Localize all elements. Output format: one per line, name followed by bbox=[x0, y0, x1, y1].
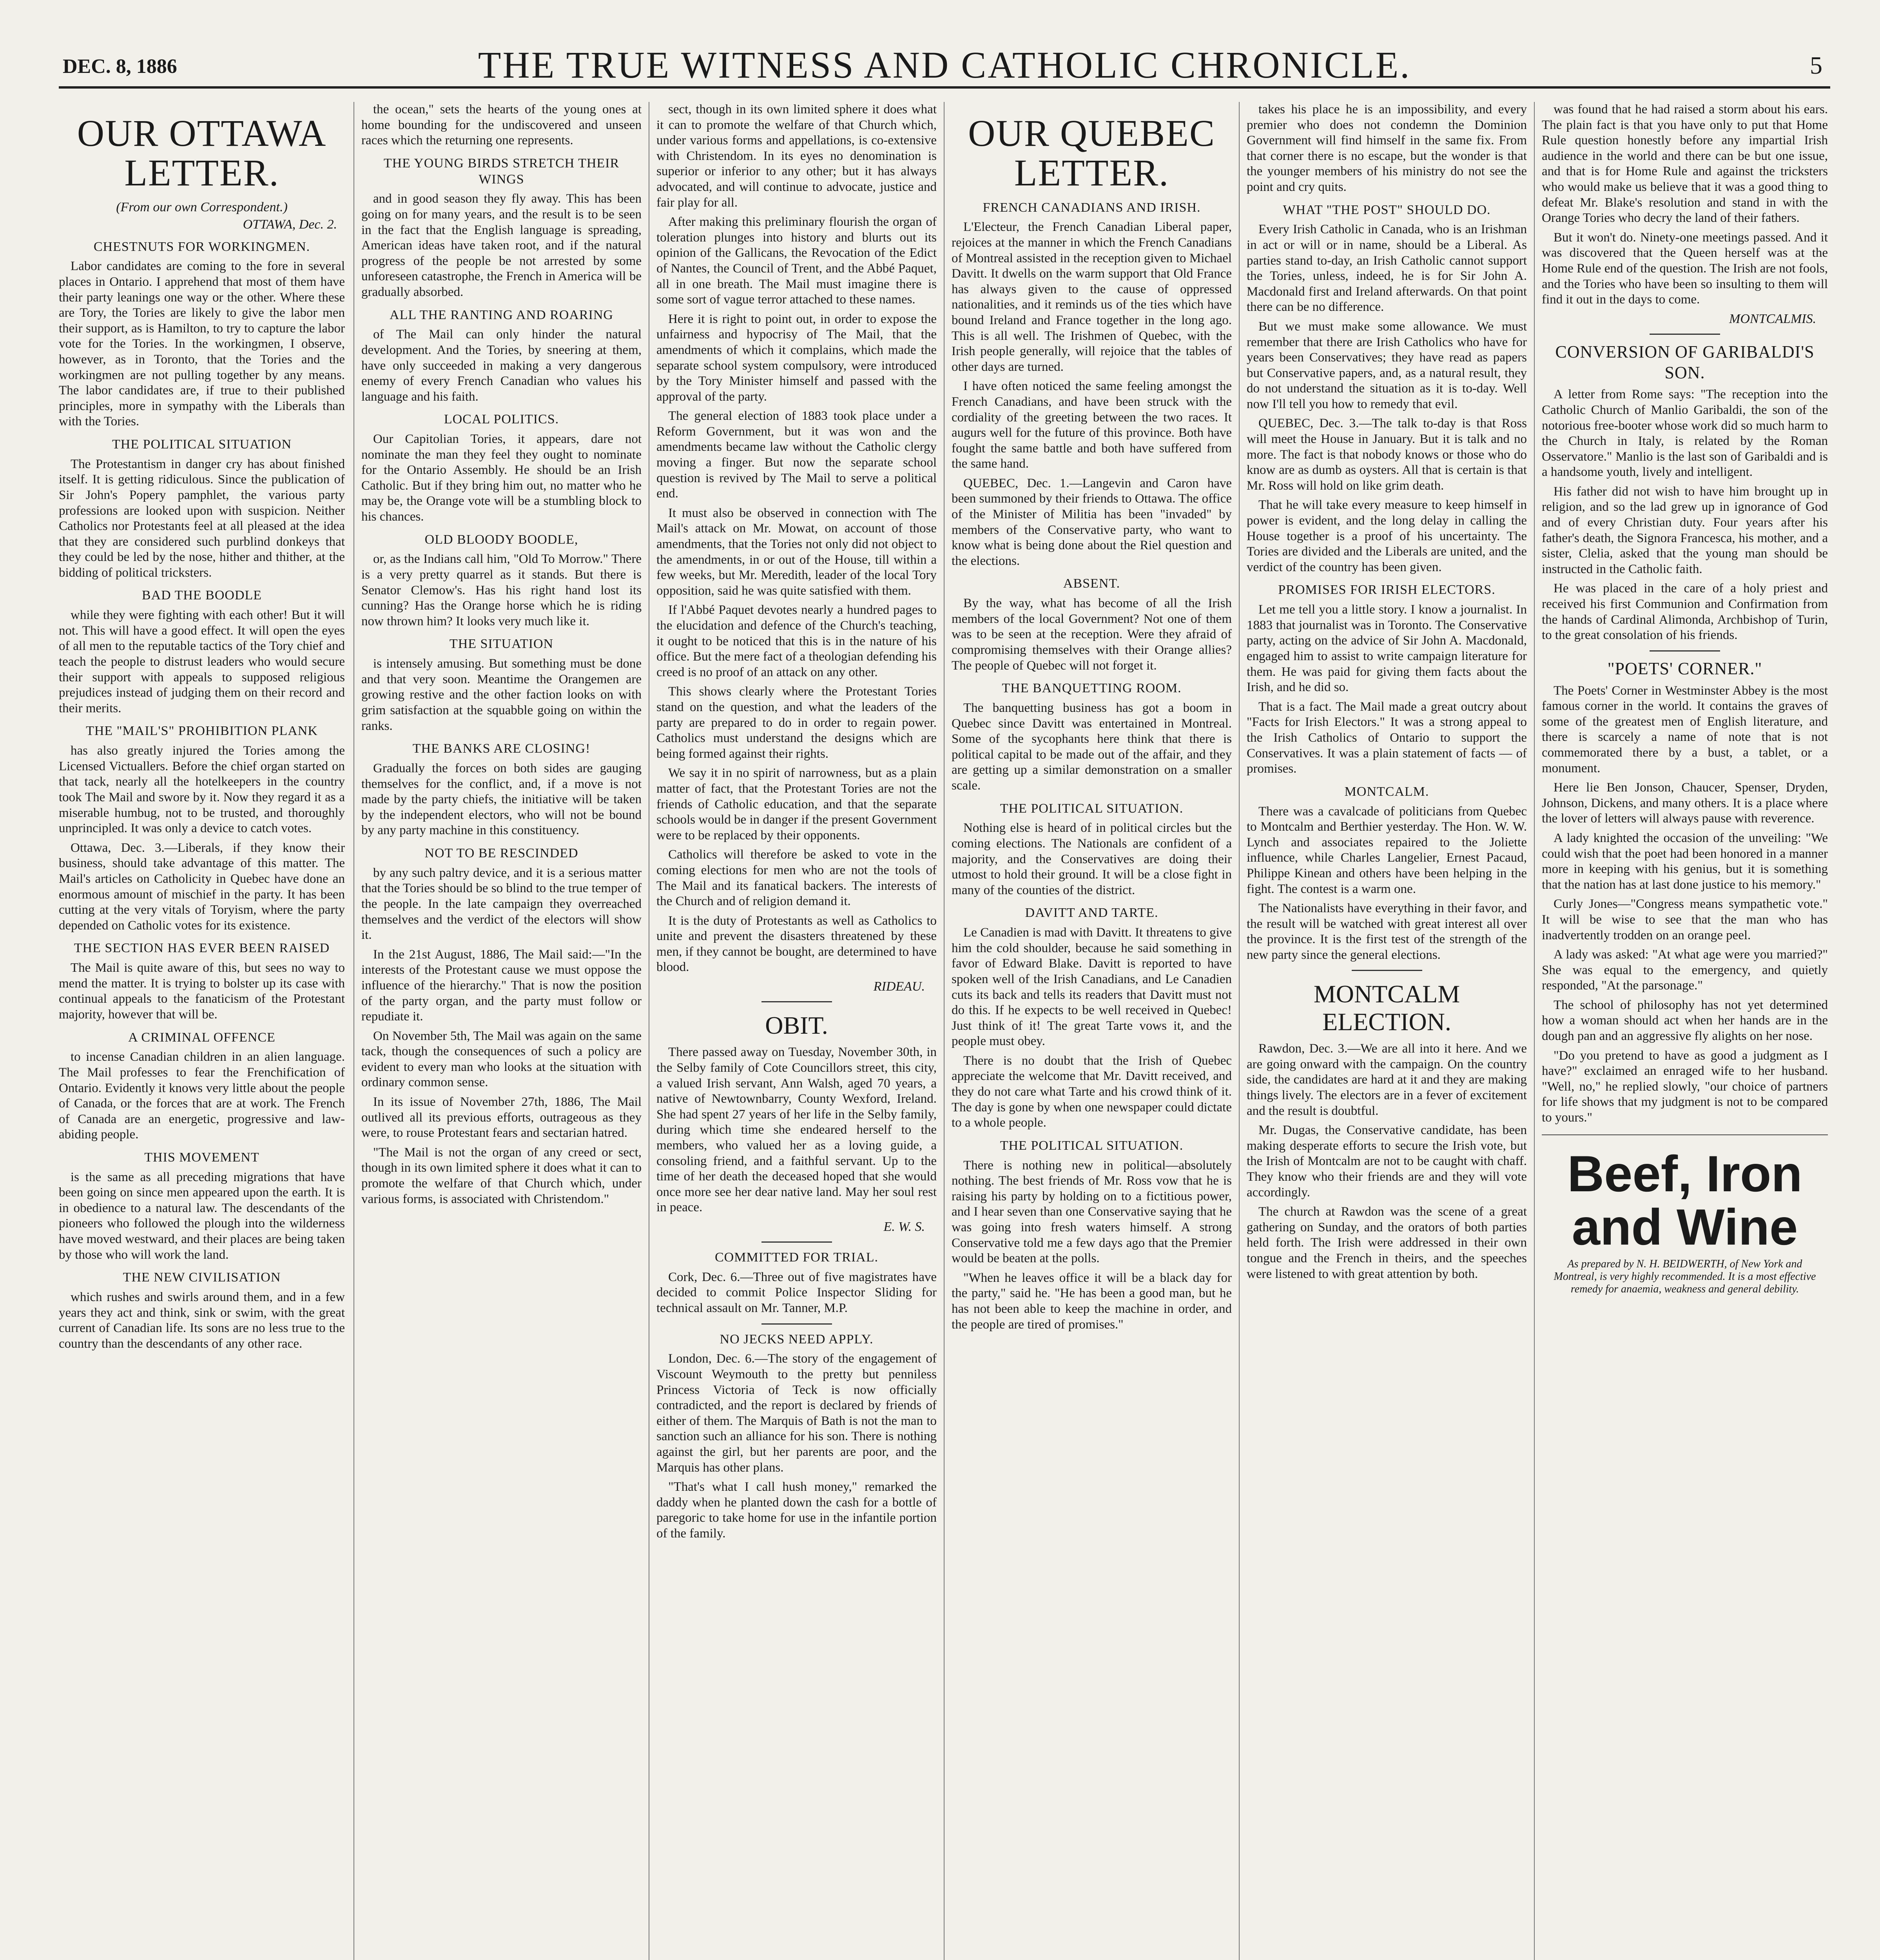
divider bbox=[761, 1241, 832, 1243]
paragraph: Le Canadien is mad with Davitt. It threatens to give him the cold shoulder, because he said something in favor of Edward Blake. Davitt is reported to have spoken well of the Irish Canadians, and Le Canadien cuts its back and tells its readers that Davitt must not do this. If he expects to be well received in Quebec! Just think of it! The great Tarte vows it, and the people must obey. bbox=[952, 926, 1232, 1049]
paragraph: "That's what I call hush money," remarked the daddy when he planted down the cash for a bottle of paregoric to take home for use in the infantile portion of the family. bbox=[656, 1480, 937, 1541]
divider bbox=[761, 1323, 832, 1325]
divider bbox=[1352, 970, 1422, 971]
paragraph: But it won't do. Ninety-one meetings passed. And it was discovered that the Queen herself was at the Home Rule end of the question. The Irish are not fools, and the Tories who have been so insulting to them will find it out in the days to come. bbox=[1542, 230, 1828, 307]
paragraph: There is nothing new in political—absolutely nothing. The best friends of Mr. Ross vow that he is raising his party by holding on to a fictitious power, and I hear seven than one Conservative saying that he was going into fresh waters himself. A strong Conservative told me a few days ago that the Premier would be beaten at the polls. bbox=[952, 1158, 1232, 1266]
article-heading: "POETS' CORNER." bbox=[1607, 659, 1762, 678]
paragraph: by any such paltry device, and it is a serious matter that the Tories should be so blind to the true temper of the people. In the late campaign they overreached themselves and the verdict of the electors will show it. bbox=[361, 866, 642, 942]
paragraph: It is the duty of Protestants as well as Catholics to unite and prevent the disasters threatened by these men, if they cannot be bought, are determined to have blood. bbox=[656, 913, 937, 975]
paragraph: Here lie Ben Jonson, Chaucer, Spenser, Dryden, Johnson, Dickens, and many others. It is a place where the lover of letters will always pause with reverence. bbox=[1542, 780, 1828, 826]
subheading: MONTCALM. bbox=[1344, 784, 1429, 799]
paragraph: The general election of 1883 took place under a Reform Government, but it was won and the amendments became law without the Catholic clergy moving a finger. But now the separate school question is revived by The Mail to serve a political end. bbox=[656, 409, 937, 501]
column-6 bbox=[1542, 102, 1828, 1960]
paragraph: There passed away on Tuesday, November 30th, in the Selby family of Cote Councillors street, this city, a valued Irish servant, Ann Walsh, aged 70 years, a native of Newtownbarry, County Wexford, Ireland. She had spent 27 years of her life in the Selby family, during which time she endeared herself to the members, who valued her as a loving guide, a consoling friend, and a faithful servant. Up to the time of her death the deceased hoped that she would once more see her dear native land. May her soul rest in peace. bbox=[656, 1045, 937, 1215]
subheading: THIS MOVEMENT bbox=[144, 1150, 259, 1165]
paragraph: There is no doubt that the Irish of Quebec appreciate the welcome that Mr. Davitt received, and they do not care what Tarte and his crowd think of it. The day is gone by when one newspaper could dictate to a whole people. bbox=[952, 1053, 1232, 1130]
signature: MONTCALMIS. bbox=[1729, 311, 1816, 326]
advertisement-title: Beef, Iron and Wine bbox=[1567, 1145, 1802, 1256]
subheading: THE BANQUETTING ROOM. bbox=[1002, 681, 1182, 696]
paragraph: It must also be observed in connection with The Mail's attack on Mr. Mowat, on account of those amendments, that the Tories not only did not object to the amendments, in or out of the House, till within a few weeks, but Mr. Meredith, leader of the local Tory opposition, said he was quite satisfied with them. bbox=[656, 506, 937, 598]
paragraph: Ottawa, Dec. 3.—Liberals, if they know their business, should take advantage of this matter. The Mail's articles on Catholicity in Quebec have done an enormous amount of mischief in the party. It has been cutting at the very vitals of Toryism, where the party depended on Catholic votes for its existence. bbox=[59, 840, 345, 933]
paragraph: Here it is right to point out, in order to expose the unfairness and hypocrisy of The Mail, that the amendments of which it complains, which made the separate school system compulsory, were introduced by the Tory Minister himself and passed with the approval of the party. bbox=[656, 312, 937, 404]
paragraph: Labor candidates are coming to the fore in several places in Ontario. I apprehend that most of them have their party leanings one way or the other. Where these are Tory, the Tories are likely to give the labor men their support, as is Hamilton, to try to capture the labor vote for the Tories. In the workingmen, I observe, however, as in Toronto, that the Tories and the workingmen are not pulling together by any means. The labor candidates are, if true to their published principles, more in sympathy with the Liberals than with the Tories. bbox=[59, 259, 345, 429]
paragraph: There was a cavalcade of politicians from Quebec to Montcalm and Berthier yesterday. The Hon. W. W. Lynch and associates repaired to the Joliette influence, while Charles Langelier, Ernest Pacaud, Philippe Kinean and others have been helping in the fight. The contest is a warm one. bbox=[1247, 804, 1527, 896]
paragraph: Catholics will therefore be asked to vote in the coming elections for men who are not the tools of The Mail and its fanatical backers. The interests of the Church and of religion demand it. bbox=[656, 848, 937, 909]
paragraph: Let me tell you a little story. I know a journalist. In 1883 that journalist was in Toronto. The Conservative party, acting on the advice of Sir John A. Macdonald, engaged him to assist to write campaign literature for them. He was paid for giving them facts about the Irish, and he did so. bbox=[1247, 603, 1527, 695]
paragraph: to incense Canadian children in an alien language. The Mail professes to fear the Frenchification of Ontario. Evidently it knows very little about the people of Canada, or the forces that are at work. The French of Canada are an energetic, progressive and law-abiding people. bbox=[59, 1050, 345, 1142]
paragraph: But we must make some allowance. We must remember that there are Irish Catholics who have for years been Conservatives; they have read as papers but Conservative papers, and, as a natural result, they do not understand the situation as it is to-day. Well now I'll tell you how to remedy that evil. bbox=[1247, 319, 1527, 411]
subheading: THE POLITICAL SITUATION bbox=[112, 437, 292, 452]
column-2 bbox=[361, 102, 642, 1960]
paragraph: After making this preliminary flourish the organ of toleration plunges into history and blurts out its opinion of the Gallicans, the Revocation of the Edict of Nantes, the Council of Trent, and the Abbé Paquet, all in one breath. The Mail must imagine there is some sort of vague terror attached to these names. bbox=[656, 215, 937, 307]
paragraph: Cork, Dec. 6.—Three out of five magistrates have decided to commit Police Inspector Sliding for technical assault on Mr. Tanner, M.P. bbox=[656, 1270, 937, 1315]
article-heading: COMMITTED FOR TRIAL. bbox=[715, 1250, 878, 1265]
paragraph: London, Dec. 6.—The story of the engagement of Viscount Weymouth to the pretty but penniless Princess Victoria of Teck is now officially contradicted, and the report is declared by friends of either of them. The Marquis of Bath is not the man to sanction such an alliance for his son. There is nothing against the girl, but her parents are poor, and the Marquis has other plans. bbox=[656, 1352, 937, 1475]
paragraph: was found that he had raised a storm about his ears. The plain fact is that you have only to put that Home Rule question honestly before any impartial Irish audience in the world and there can be but one issue, and that is for Home Rule and against the tricksters who would make us believe that it was a good thing to defeat Mr. Blake's resolution and stand in with the Orange Tories who decry the land of their fathers. bbox=[1542, 102, 1828, 225]
paragraph: L'Electeur, the French Canadian Liberal paper, rejoices at the manner in which the French Canadians of Montreal assisted in the reception given to Michael Davitt. It dwells on the warm support that Old France has always given to the cause of oppressed nationalities, and it reminds us of the ties which have bound Ireland and France together in the long ago. This is all well. The Irishmen of Quebec, with the Irish people generally, will rejoice that the tables of other days are turned. bbox=[952, 220, 1232, 374]
subheading: THE POLITICAL SITUATION. bbox=[1000, 801, 1184, 816]
paragraph: the ocean," sets the hearts of the young ones at home bounding for the undiscovered and unseen races which the returning one represents. bbox=[361, 102, 642, 148]
paragraph: In its issue of November 27th, 1886, The Mail outlived all its previous efforts, outrageous as they were, to rouse Protestant fears and sectarian hatred. bbox=[361, 1095, 642, 1140]
paragraph: The church at Rawdon was the scene of a great gathering on Sunday, and the orators of both parties held forth. The Irish were addressed in their own tongue and the French in theirs, and the speeches were listened to with great attention by both. bbox=[1247, 1205, 1527, 1281]
paragraph: of The Mail can only hinder the natural development. And the Tories, by sneering at them, have only succeeded in making a very dangerous enemy of every French Canadian who values his language and his faith. bbox=[361, 327, 642, 404]
paragraph: and in good season they fly away. This has been going on for many years, and the result is to be seen in the fact that the English language is spreading, American ideas have taken root, and if the natural progress of the people be not arrested by some unforeseen catastrophe, the French in America will be gradually absorbed. bbox=[361, 192, 642, 299]
divider bbox=[1542, 1134, 1828, 1135]
paragraph: Every Irish Catholic in Canada, who is an Irishman in act or will or in name, should be a Liberal. As parties stand to-day, an Irish Catholic cannot support the Tories, unless, indeed, he is for Sir John A. Macdonald first and Ireland afterwards. On that point there can be no difference. bbox=[1247, 222, 1527, 314]
paragraph: while they were fighting with each other! But it will not. This will have a good effect. It will open the eyes of all men to the reputable tactics of the Tory chief and teach the people to distrust leaders who would secure their support with appeals to supposed religious prejudices instead of judging them on their record and their merits. bbox=[59, 608, 345, 715]
paragraph: The Poets' Corner in Westminster Abbey is the most famous corner in the world. It contains the graves of some of the greatest men of English literature, and there is scarcely a name of note that is not commemorated there by a bust, a tablet, or a monument. bbox=[1542, 683, 1828, 775]
subheading: THE BANKS ARE CLOSING! bbox=[412, 741, 591, 756]
paragraph: The school of philosophy has not yet determined how a woman should act when her hands are in the dough pan and an aggressive fly alights on her nose. bbox=[1542, 998, 1828, 1044]
column-3 bbox=[656, 102, 937, 1960]
newspaper-title: THE TRUE WITNESS AND CATHOLIC CHRONICLE. bbox=[478, 44, 1411, 86]
paragraph: is intensely amusing. But something must be done and that very soon. Meantime the Orangemen are growing restive and the other faction looks on with grim satisfaction at the squabble going on within the ranks. bbox=[361, 657, 642, 733]
paragraph: Gradually the forces on both sides are gauging themselves for the conflict, and, if a move is not made by the party chiefs, the initiative will be taken by the independent electors, who will not be bound by any party machine in this constituency. bbox=[361, 761, 642, 838]
paragraph: takes his place he is an impossibility, and every premier who does not condemn the Dominion Government will find himself in the same fix. From that corner there is no escape, but the wonder is that the younger members of his ministry do not see the point and cry quits. bbox=[1247, 102, 1527, 194]
paragraph: A letter from Rome says: "The reception into the Catholic Church of Manlio Garibaldi, the son of the notorious free-booter whose work did so much harm to the Church in Italy, is related by the Roman Osservatore." Manlio is the last son of Garibaldi and is a handsome youth, lively and intelligent. bbox=[1542, 387, 1828, 479]
paragraph: has also greatly injured the Tories among the Licensed Victuallers. Before the chief organ started on that tack, nearly all the hotelkeepers in the country took The Mail and swore by it. Now they regard it as a miserable humbug, not to be trusted, and thoroughly unprincipled. It was only a device to catch votes. bbox=[59, 744, 345, 836]
dateline: OTTAWA, Dec. 2. bbox=[243, 217, 337, 232]
signature: E. W. S. bbox=[883, 1219, 925, 1234]
paragraph: is the same as all preceding migrations that have been going on since men appeared upon the earth. It is in obedience to a natural law. The descendants of the pioneers who followed the plough into the wilderness have moved westward, and their places are being taken by those who will work the land. bbox=[59, 1170, 345, 1262]
paragraph: Mr. Dugas, the Conservative candidate, has been making desperate efforts to secure the Irish vote, but the Irish of Montcalm are not to be caught with chaff. They know who their friends are and they will vote accordingly. bbox=[1247, 1123, 1527, 1200]
paragraph: He was placed in the care of a holy priest and received his first Communion and Confirmation from the hands of Cardinal Alimonda, Archbishop of Turin, to the great consolation of his friends. bbox=[1542, 581, 1828, 642]
subheading: BAD THE BOODLE bbox=[141, 588, 262, 603]
article-heading: CONVERSION OF GARIBALDI'S SON. bbox=[1555, 342, 1815, 382]
byline: (From our own Correspondent.) bbox=[116, 200, 288, 214]
paragraph: A lady knighted the occasion of the unveiling: "We could wish that the poet had been honored in a manner more in keeping with his genius, but it is something that the nation has at last done justice to his memory." bbox=[1542, 831, 1828, 892]
paragraph: That he will take every measure to keep himself in power is evident, and the long delay in calling the House together is a proof of his uncertainty. The Tories are divided and the Liberals are united, and the verdict of the country has been given. bbox=[1247, 498, 1527, 574]
newspaper-page bbox=[59, 27, 1830, 1960]
paragraph: His father did not wish to have him brought up in religion, and so the lad grew up in ignorance of God and of every Christian duty. Four years after his father's death, the Signora Francesca, his mother, and a sister, Clelia, asked that the young man should be instructed in the Catholic faith. bbox=[1542, 484, 1828, 576]
subheading: NOT TO BE RESCINDED bbox=[424, 846, 578, 860]
article-heading: OUR OTTAWA LETTER. bbox=[77, 112, 327, 194]
subheading: PROMISES FOR IRISH ELECTORS. bbox=[1278, 583, 1496, 597]
paragraph: Our Capitolian Tories, it appears, dare not nominate the man they feel they ought to nominate for the Ontario Assembly. He should be an Irish Catholic. But if they bring him out, no matter who he may be, the Orange vote will be a stumbling block to his chances. bbox=[361, 432, 642, 524]
subheading: ALL THE RANTING AND ROARING bbox=[390, 307, 613, 322]
signature: RIDEAU. bbox=[873, 979, 925, 994]
article-heading: MONTCALM ELECTION. bbox=[1313, 980, 1460, 1036]
paragraph: We say it in no spirit of narrowness, but as a plain matter of fact, that the Protestant Tories are not the friends of Catholic education, and that the separate schools would be in danger if the present Government were to be replaced by their opponents. bbox=[656, 766, 937, 842]
paragraph: That is a fact. The Mail made a great outcry about "Facts for Irish Electors." It was a strong appeal to the Irish Catholics of Ontario to support the Conservatives. It was a plain statement of facts — of promises. bbox=[1247, 699, 1527, 776]
subheading: THE "MAIL'S" PROHIBITION PLANK bbox=[86, 724, 318, 739]
divider bbox=[1650, 650, 1720, 652]
paragraph: If l'Abbé Paquet devotes nearly a hundred pages to the elucidation and defence of the Church's teaching, it ought to be noticed that this is in the nature of his office. But the mere fact of a theologian defending his creed is no proof of an attack on any other. bbox=[656, 603, 937, 679]
divider bbox=[761, 1001, 832, 1002]
paragraph: The Nationalists have everything in their favor, and the result will be watched with great interest all over the province. It is the first test of the strength of the new party since the general elections. bbox=[1247, 901, 1527, 962]
advertisement-text: As prepared by N. H. BEIDWERTH, of New York and Montreal, is very highly recommended. It is a most effective remedy for anaemia, weakness and general debility. bbox=[1554, 1258, 1816, 1295]
subheading: THE POLITICAL SITUATION. bbox=[1000, 1138, 1184, 1153]
divider bbox=[1650, 334, 1720, 335]
article-heading: NO JECKS NEED APPLY. bbox=[720, 1332, 874, 1347]
paragraph: QUEBEC, Dec. 1.—Langevin and Caron have been summoned by their friends to Ottawa. The office of the Minister of Militia has been "invaded" by members of the Conservative party, who want to know what is being done about the Riel question and the elections. bbox=[952, 476, 1232, 568]
article-heading: OBIT. bbox=[765, 1011, 828, 1040]
subheading: LOCAL POLITICS. bbox=[444, 412, 559, 427]
column-rule bbox=[1239, 102, 1240, 1960]
subheading: WHAT "THE POST" SHOULD DO. bbox=[1283, 202, 1491, 217]
subheading: FRENCH CANADIANS AND IRISH. bbox=[983, 200, 1201, 215]
column-5 bbox=[1247, 102, 1527, 1960]
subheading: ABSENT. bbox=[1063, 576, 1120, 591]
paragraph: Curly Jones—"Congress means sympathetic vote." It will be wise to see that the man who has inadvertently trodden on an orange peel. bbox=[1542, 897, 1828, 942]
issue-date: DEC. 8, 1886 bbox=[63, 55, 177, 78]
subheading: THE YOUNG BIRDS STRETCH THEIR WINGS bbox=[383, 156, 620, 187]
paragraph: This shows clearly where the Protestant Tories stand on the question, and what the leaders of the party are prepared to do in order to regain power. Catholics must understand the designs which are being formed against their rights. bbox=[656, 684, 937, 761]
paragraph: or, as the Indians call him, "Old To Morrow." There is a very pretty quarrel as it stands. But there is Senator Clemow's. Has his right hand lost its cunning? Has the Orange horse which he is riding now thrown him? It looks very much like it. bbox=[361, 552, 642, 628]
paragraph: The Protestantism in danger cry has about finished itself. It is getting ridiculous. Since the publication of Sir John's Popery pamphlet, the various party professions are looked upon with suspicion. Neither Catholics nor Protestants feel at all pleased at the idea that they are considered such purblind donkeys that they could be led by the nose, hither and thither, at the bidding of political tricksters. bbox=[59, 457, 345, 580]
paragraph: Rawdon, Dec. 3.—We are all into it here. And we are going onward with the campaign. On the country side, the candidates are hard at it and they are making things lively. The electors are in a fever of excitement and the result is doubtful. bbox=[1247, 1042, 1527, 1118]
paragraph: "The Mail is not the organ of any creed or sect, though in its own limited sphere it does what it can to promote the welfare of that Church which, under various forms, is associated with Christendom." bbox=[361, 1145, 642, 1206]
subheading: THE NEW CIVILISATION bbox=[123, 1270, 281, 1285]
subheading: THE SECTION HAS EVER BEEN RAISED bbox=[74, 941, 330, 956]
masthead bbox=[59, 27, 1830, 89]
paragraph: "Do you pretend to have as good a judgment as I have?" exclaimed an enraged wife to her husband. "Well, no," he replied slowly, "our choice of partners for life shows that my judgment is not to be compared to yours." bbox=[1542, 1048, 1828, 1125]
column-1 bbox=[59, 102, 345, 1960]
paragraph: I have often noticed the same feeling amongst the French Canadians, and have been struck with the cordiality of the greeting between the two races. It augurs well for the future of this province. Both have fought the same battle and both have suffered from the same hand. bbox=[952, 379, 1232, 471]
page-number: 5 bbox=[1810, 51, 1822, 79]
subheading: CHESTNUTS FOR WORKINGMEN. bbox=[93, 239, 310, 254]
article-heading: OUR QUEBEC LETTER. bbox=[968, 112, 1215, 194]
paragraph: The Mail is quite aware of this, but sees no way to mend the matter. It is trying to bolster up its case with continual appeals to the fanaticism of the Protestant majority, however that will be. bbox=[59, 961, 345, 1022]
subheading: A CRIMINAL OFFENCE bbox=[128, 1030, 276, 1045]
paragraph: which rushes and swirls around them, and in a few years they act and think, sink or swim, with the great current of Canadian life. Its sons are no less true to the country than the descendants of any other race. bbox=[59, 1290, 345, 1351]
column-rule bbox=[1534, 102, 1535, 1960]
paragraph: "When he leaves office it will be a black day for the party," said he. "He has been a good man, but he has not been able to keep the machine in order, and the people are tired of promises." bbox=[952, 1270, 1232, 1332]
column-4 bbox=[952, 102, 1232, 1960]
paragraph: QUEBEC, Dec. 3.—The talk to-day is that Ross will meet the House in January. But it is talk and no more. The fact is that nobody knows or those who do know are as dumb as oysters. All that is certain is that Mr. Ross will hold on like grim death. bbox=[1247, 416, 1527, 493]
paragraph: By the way, what has become of all the Irish members of the local Government? Not one of them was to be seen at the reception. Were they afraid of compromising themselves with their Orange allies? The people of Quebec will not forget it. bbox=[952, 596, 1232, 673]
paragraph: Nothing else is heard of in political circles but the coming elections. The Nationals are confident of a majority, and the Conservatives are doing their utmost to hold their ground. It will be a close fight in many of the counties of the district. bbox=[952, 821, 1232, 897]
paragraph: The banquetting business has got a boom in Quebec since Davitt was entertained in Montreal. Some of the sycophants here think that there is political capital to be made out of the affair, and they are getting up a similar demonstration on a smaller scale. bbox=[952, 701, 1232, 793]
paragraph: On November 5th, The Mail was again on the same tack, though the consequences of such a policy are evident to every man who looks at the situation with ordinary common sense. bbox=[361, 1029, 642, 1090]
paragraph: A lady was asked: "At what age were you married?" She was equal to the emergency, and quietly responded, "At the parsonage." bbox=[1542, 947, 1828, 993]
subheading: OLD BLOODY BOODLE, bbox=[424, 532, 578, 547]
subheading: THE SITUATION bbox=[449, 637, 554, 652]
subheading: DAVITT AND TARTE. bbox=[1025, 906, 1158, 920]
paragraph: In the 21st August, 1886, The Mail said:—"In the interests of the Protestant cause we must oppose the influence of the hierarchy." That is now the position of the party organ, and the party must follow or repudiate it. bbox=[361, 947, 642, 1024]
column-rule bbox=[944, 102, 945, 1960]
paragraph: sect, though in its own limited sphere it does what it can to promote the welfare of that Church which, under various forms and appellations, is co-extensive with Christendom. In its eyes no denomination is superior or inferior to any other; but it has always advocated, and will continue to advocate, justice and fair play for all. bbox=[656, 102, 937, 210]
